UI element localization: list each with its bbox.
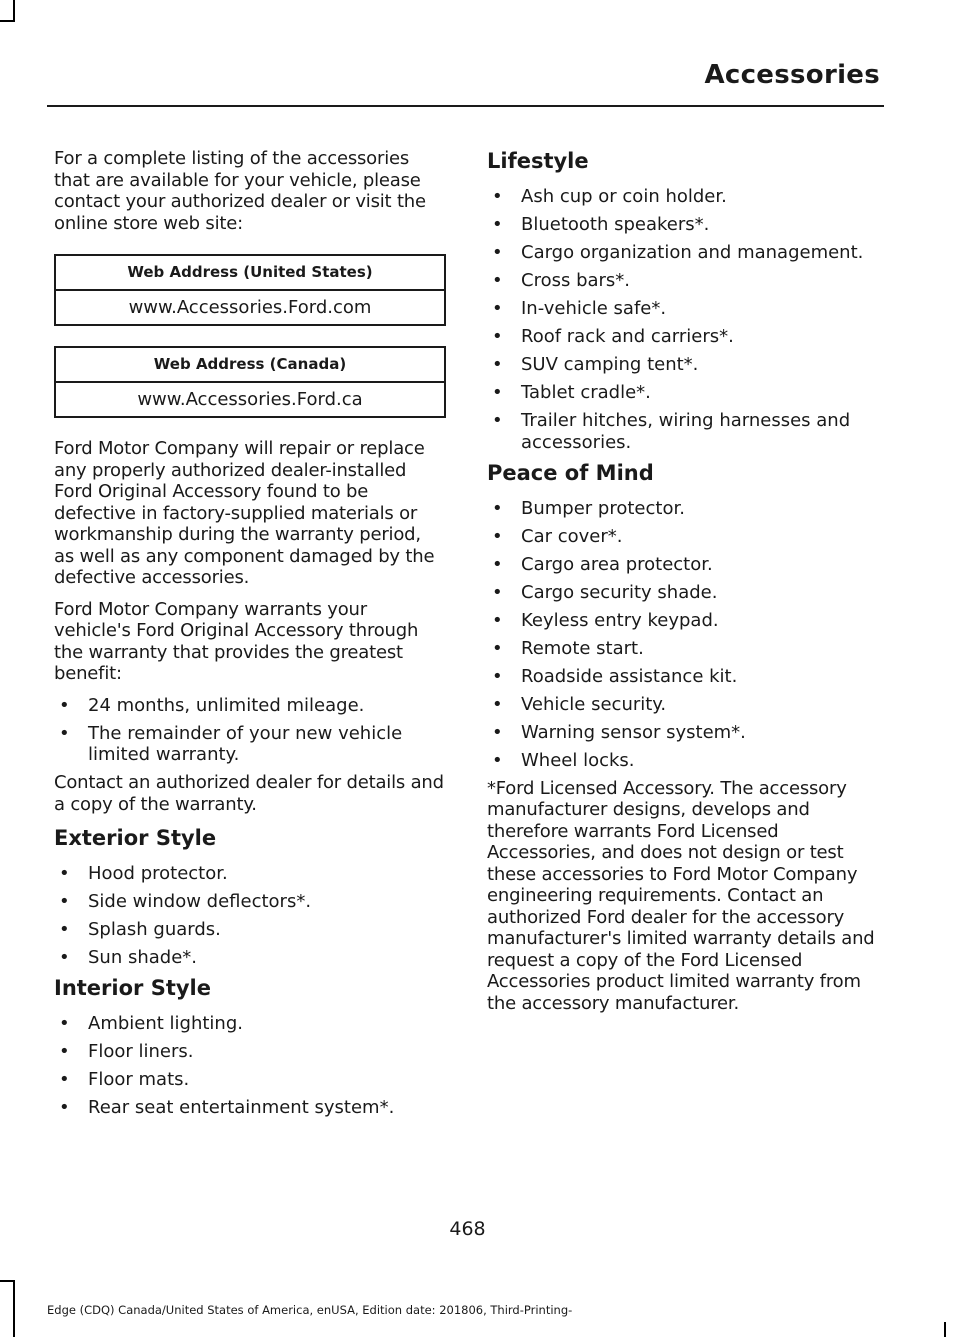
list-item: • 24 months, unlimited mileage. — [54, 695, 446, 717]
warranty-paragraph: Ford Motor Company warrants your vehicle's Ford Original Accessory through the warranty that provides the greatest benefit: — [54, 598, 419, 684]
licensed-accessory-note: *Ford Licensed Accessory. The accessory manufacturer designs, develops and therefore warrants Ford Licensed Accessories, and does not design or test these accessories to Ford Motor Company engineering requirements. Contact an authorized Ford dealer for the accessory manufacturer's limited warranty details and request a copy of the Ford Licensed Accessories product limited warranty from the accessory manufacturer. — [487, 777, 875, 1014]
list-item: • Ambient lighting. — [54, 1013, 446, 1035]
table-header: Web Address (Canada) — [56, 348, 444, 383]
exterior-list — [54, 863, 446, 969]
crop-mark-top-left-h — [0, 20, 15, 22]
section-heading-peace-of-mind: Peace of Mind — [487, 460, 654, 485]
page-title: Accessories — [704, 60, 880, 90]
list-item: • Trailer hitches, wiring harnesses and accessories. — [487, 410, 879, 453]
list-item: • Hood protector. — [54, 863, 446, 885]
list-item: • Warning sensor system*. — [487, 722, 879, 744]
list-item: • Roadside assistance kit. — [487, 666, 879, 688]
table-cell-url: www.Accessories.Ford.ca — [137, 389, 363, 410]
list-item: • Floor mats. — [54, 1069, 446, 1091]
contact-paragraph: Contact an authorized dealer for details and a copy of the warranty. — [54, 772, 444, 815]
list-item: • Sun shade*. — [54, 947, 446, 969]
list-item: • Rear seat entertainment system*. — [54, 1097, 446, 1119]
list-item: • Keyless entry keypad. — [487, 610, 879, 632]
table-cell-url: www.Accessories.Ford.com — [128, 297, 372, 318]
page-number: 468 — [449, 1218, 486, 1240]
list-item: • Cross bars*. — [487, 270, 879, 292]
list-item: • Bluetooth speakers*. — [487, 214, 879, 236]
list-item: • Ash cup or coin holder. — [487, 186, 879, 208]
crop-mark-bottom-left — [13, 1280, 15, 1337]
list-item: • Wheel locks. — [487, 750, 879, 772]
list-item: • Bumper protector. — [487, 498, 879, 520]
list-item: • Cargo area protector. — [487, 554, 879, 576]
web-address-us-table — [54, 254, 446, 326]
left-column — [54, 148, 446, 1125]
table-header: Web Address (United States) — [56, 256, 444, 291]
crop-mark-bottom-left-h — [0, 1280, 15, 1282]
section-heading-lifestyle: Lifestyle — [487, 149, 589, 173]
lifestyle-list — [487, 186, 879, 453]
list-item: • Side window deflectors*. — [54, 891, 446, 913]
list-item: • Tablet cradle*. — [487, 382, 879, 404]
list-item: • Vehicle security. — [487, 694, 879, 716]
interior-list — [54, 1013, 446, 1119]
list-item: • In-vehicle safe*. — [487, 298, 879, 320]
list-item: • Cargo security shade. — [487, 582, 879, 604]
list-item: • The remainder of your new vehicle limited warranty. — [54, 723, 446, 766]
header-divider — [47, 105, 884, 107]
crop-mark-top-left — [13, 0, 15, 22]
section-heading-exterior: Exterior Style — [54, 826, 217, 850]
list-item: • Remote start. — [487, 638, 879, 660]
right-column — [487, 148, 879, 1024]
footer-edition-info: Edge (CDQ) Canada/United States of America, enUSA, Edition date: 201806, Third-Printing- — [47, 1303, 573, 1317]
list-item: • Floor liners. — [54, 1041, 446, 1063]
list-item: • Car cover*. — [487, 526, 879, 548]
list-item: • SUV camping tent*. — [487, 354, 879, 376]
web-address-canada-table — [54, 346, 446, 418]
peace-of-mind-list — [487, 498, 879, 772]
list-item: • Splash guards. — [54, 919, 446, 941]
warranty-list — [54, 695, 446, 766]
list-item: • Roof rack and carriers*. — [487, 326, 879, 348]
crop-mark-bottom-right — [944, 1322, 946, 1337]
section-heading-interior: Interior Style — [54, 976, 211, 1000]
repair-paragraph: Ford Motor Company will repair or replace any properly authorized dealer-installed Ford Original Accessory found to be defective in factory-supplied materials or workmanship during the warranty period, as well as any component damaged by the defective accessories. — [54, 438, 435, 588]
intro-paragraph: For a complete listing of the accessories that are available for your vehicle, please contact your authorized dealer or visit the online store web site: — [54, 148, 426, 234]
list-item: • Cargo organization and management. — [487, 242, 879, 264]
